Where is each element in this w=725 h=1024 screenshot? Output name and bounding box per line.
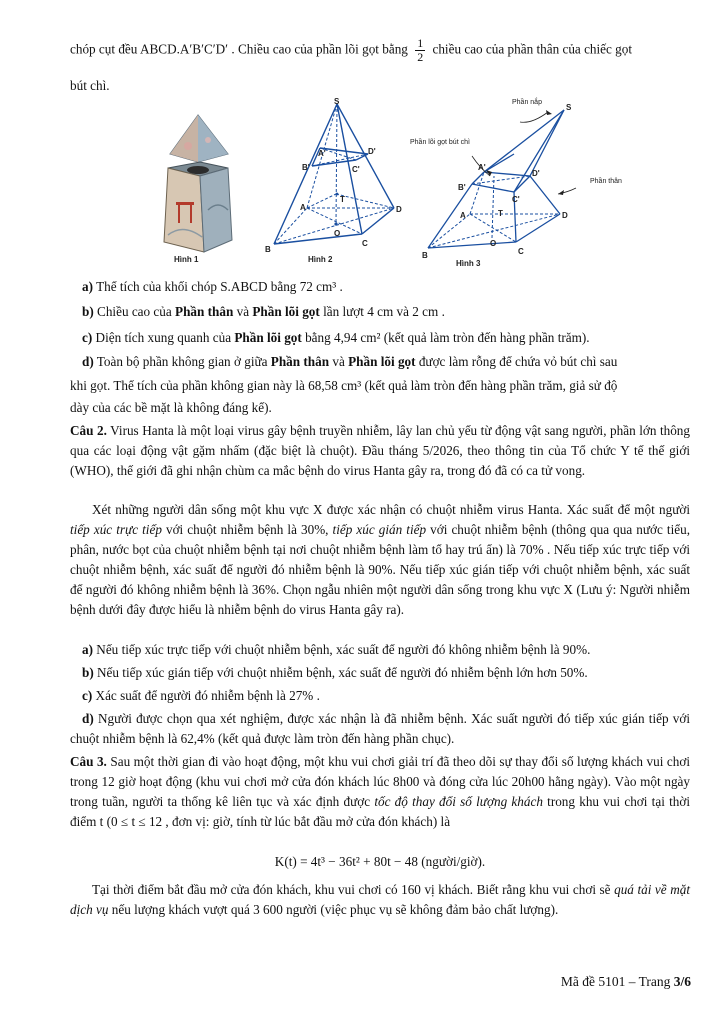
intro-line-1 xyxy=(70,37,690,64)
figure-2-pyramid-diagram xyxy=(262,96,412,256)
option-b-bold-1: Phần thân xyxy=(175,304,234,319)
fraction-one-half xyxy=(415,37,425,64)
cau2-option-b xyxy=(82,663,690,683)
intro-text-a: chóp cụt đều ABCD.A′B′C′D′ . Chiều cao của phần lõi gọt bằng xyxy=(70,41,408,57)
figure-3-exploded-diagram xyxy=(420,96,600,261)
cau2-option-c xyxy=(82,686,690,706)
cau2-p2-italic-2: tiếp xúc gián tiếp xyxy=(332,522,427,537)
cau3-title: Câu 3. xyxy=(70,754,107,769)
cau3-p1-text-1: Sau một thời gian đi vào hoạt động, một khu vui chơi giải trí đã theo dõi sự thay đổi số lượng khách vui chơi trong 12 giờ hoạt động (khu vui chơi mở cửa đón khách lúc 8h00 và đóng cửa lúc 20h00 hằng ngày). Vào một ngày trong tuần, người ta thống kê liên tục và xác định được xyxy=(70,754,690,809)
option-d-bold-2: Phần lõi gọt xyxy=(348,354,416,369)
cau2-b-label: b) xyxy=(82,665,94,680)
figure-2-label: Hình 2 xyxy=(308,255,333,264)
cau2-c-text: Xác suất để người đó nhiễm bệnh là 27% . xyxy=(95,688,320,703)
cau1-option-d xyxy=(82,352,690,372)
cau2-c-label: c) xyxy=(82,688,93,703)
cau2-a-text: Nếu tiếp xúc trực tiếp với chuột nhiễm bệnh, xác suất để người đó không nhiễm bệnh là 90%. xyxy=(96,642,591,657)
option-c-text-1: Diện tích xung quanh của xyxy=(95,330,235,345)
option-d-label: d) xyxy=(82,354,94,369)
fig3-vertex-c-prime: C' xyxy=(512,195,520,204)
intro-text-b: chiều cao của phần thân của chiếc gọt xyxy=(432,41,633,57)
option-b-label: b) xyxy=(82,304,94,319)
cau1-option-d-line-3: dày của các bề mặt là không đáng kể). xyxy=(70,400,272,415)
footer-page-number: 3/6 xyxy=(673,974,691,989)
cau3-p2-text-1: Tại thời điểm bắt đầu mở cửa đón khách, khu vui chơi có 160 vị khách. Biết rằng khu vui chơi sẽ xyxy=(92,882,615,897)
figure-3-label: Hình 3 xyxy=(456,259,481,268)
fig3-vertex-s: S xyxy=(566,103,572,112)
fig3-vertex-o: O xyxy=(490,239,497,248)
fig3-vertex-d-prime: D' xyxy=(532,169,540,178)
cau3-p2-text-2: nếu lượng khách vượt quá 3 600 người (việc phục vụ sẽ không đảm bảo chất lượng). xyxy=(108,902,559,917)
option-c-label: c) xyxy=(82,330,93,345)
cau2-p2-italic-1: tiếp xúc trực tiếp xyxy=(70,522,162,537)
vertex-label-c-prime: C' xyxy=(352,165,360,174)
vertex-label-c: C xyxy=(362,239,368,248)
cau3-paragraph-2 xyxy=(70,880,690,920)
fig3-vertex-a: A xyxy=(460,211,466,220)
figure-1-label: Hình 1 xyxy=(174,255,199,264)
figure-3-body-label: Phần thân xyxy=(590,178,622,185)
fig3-vertex-c: C xyxy=(518,247,524,256)
vertex-label-d-prime: D' xyxy=(368,147,376,156)
cau2-option-d xyxy=(70,709,690,749)
cau2-p2-text-2: với chuột nhiễm bệnh là 30%, xyxy=(161,522,333,537)
fig3-vertex-d: D xyxy=(562,211,568,220)
cau3-formula: K(t) = 4t³ − 36t² + 80t − 48 (người/giờ). xyxy=(274,854,486,869)
cau1-option-a xyxy=(82,277,690,297)
cau2-intro xyxy=(70,421,690,481)
vertex-label-b-prime: B' xyxy=(302,163,310,172)
vertex-label-d: D xyxy=(396,205,402,214)
fig3-vertex-a-prime: A' xyxy=(478,163,486,172)
cau2-p2-text-3: với chuột nhiễm bệnh (thông qua qua nước tiểu, phân, nước bọt của chuột nhiễm bệnh tại nơi chuột nhiễm bệnh làm tổ hay trú ẩn) là 70% . Nếu tiếp xúc trực tiếp với chuột nhiễm bệnh, xác suất để người đó nhiễm bệnh là 90%. Nếu tiếp xúc gián tiếp với chuột nhiễm bệnh, xác suất để người đó không nhiễm bệnh là 36%. Chọn ngẫu nhiên một người dân sống trong khu vực X (Lưu ý: Người nhiễm bệnh dưới đây được hiểu là nhiễm bệnh do virus Hanta gây ra). xyxy=(70,522,690,617)
option-b-text-1: Chiều cao của xyxy=(97,304,176,319)
fraction-denominator: 2 xyxy=(417,50,424,64)
option-b-bold-2: Phần lõi gọt xyxy=(252,304,320,319)
cau3-p1-italic: tốc độ thay đổi số lượng khách xyxy=(374,794,543,809)
option-c-bold: Phần lõi gọt xyxy=(234,330,302,345)
fraction-numerator: 1 xyxy=(417,36,424,50)
vertex-label-b: B xyxy=(265,245,271,254)
option-b-text-2: và xyxy=(233,304,253,319)
cau2-a-label: a) xyxy=(82,642,93,657)
figure-3-cap-label: Phần nắp xyxy=(512,99,542,106)
figure-1-sharpener-image xyxy=(158,110,238,270)
cau2-p2-text-1: Xét những người dân sống một khu vực X được xác nhận có chuột nhiễm virus Hanta. Xác suất để một người xyxy=(92,502,690,517)
cau2-b-text: Nếu tiếp xúc gián tiếp với chuột nhiễm bệnh, xác suất để người đó nhiễm bệnh lớn hơn 50%. xyxy=(97,665,588,680)
option-d-text-1: Toàn bộ phần không gian ở giữa xyxy=(96,354,271,369)
cau2-paragraph-2 xyxy=(70,500,690,620)
option-a-label: a) xyxy=(82,279,93,294)
page-footer xyxy=(561,974,691,990)
cau3-p1-text-2: trong khu vui chơi tại thời điểm t (0 ≤ t ≤ 12 , đơn vị: giờ, tính từ lúc bắt đầu mở cửa đón khách) là xyxy=(70,794,690,829)
vertex-label-a: A xyxy=(300,203,306,212)
vertex-label-t: T xyxy=(340,195,345,204)
cau2-d-text: Người được chọn qua xét nghiệm, được xác nhận là đã nhiễm bệnh. Xác suất người đó tiếp xúc gián tiếp với chuột nhiễm bệnh là 62,4% (kết quả được làm tròn đến hàng phần chục). xyxy=(70,711,690,746)
fig3-vertex-t: T xyxy=(498,209,503,218)
cau2-intro-text: Virus Hanta là một loại virus gây bệnh truyền nhiễm, lây lan chủ yếu từ động vật sang người, phần lớn thông qua các loại động vật gặm nhấm (đặc biệt là chuột). Đầu tháng 5/2026, theo thông tin của Tổ chức Y tế thế giới (WHO), thế giới đã ghi nhận chùm ca mắc bệnh do virus Hanta gây ra, trong đó đã có ca tử vong. xyxy=(70,423,690,478)
cau1-option-c xyxy=(82,328,690,348)
intro-line-2: bút chì. xyxy=(70,78,110,93)
cau2-option-a xyxy=(82,640,690,660)
cau1-option-b xyxy=(82,302,690,322)
option-a-text: Thể tích của khối chóp S.ABCD bằng 72 cm³ . xyxy=(96,279,343,294)
option-b-text-3: lần lượt 4 cm và 2 cm . xyxy=(319,304,445,319)
vertex-label-s: S xyxy=(334,97,340,106)
cau3-paragraph-1 xyxy=(70,752,690,832)
figure-3-core-label: Phần lõi gọt bút chì xyxy=(410,139,470,146)
cau3-p2-italic: quá tải về mặt dịch vụ xyxy=(70,882,690,917)
fig3-vertex-b: B xyxy=(422,251,428,260)
footer-exam-code: Mã đề 5101 – Trang xyxy=(560,974,674,989)
option-d-text-2: và xyxy=(329,354,349,369)
vertex-label-o: O xyxy=(334,229,341,238)
cau2-title: Câu 2. xyxy=(70,423,107,438)
cau1-option-d-line-2: khi gọt. Thể tích của phần không gian này là 68,58 cm³ (kết quả làm tròn đến hàng phần trăm, giả sử độ xyxy=(70,378,618,393)
option-d-text-3: được làm rỗng để chứa vỏ bút chì sau xyxy=(415,354,618,369)
option-c-text-2: bằng 4,94 cm² (kết quả làm tròn đến hàng phần trăm). xyxy=(301,330,590,345)
option-d-bold-1: Phần thân xyxy=(270,354,330,369)
vertex-label-a-prime: A' xyxy=(318,149,326,158)
fig3-vertex-b-prime: B' xyxy=(458,183,466,192)
cau2-d-label: d) xyxy=(82,711,94,726)
